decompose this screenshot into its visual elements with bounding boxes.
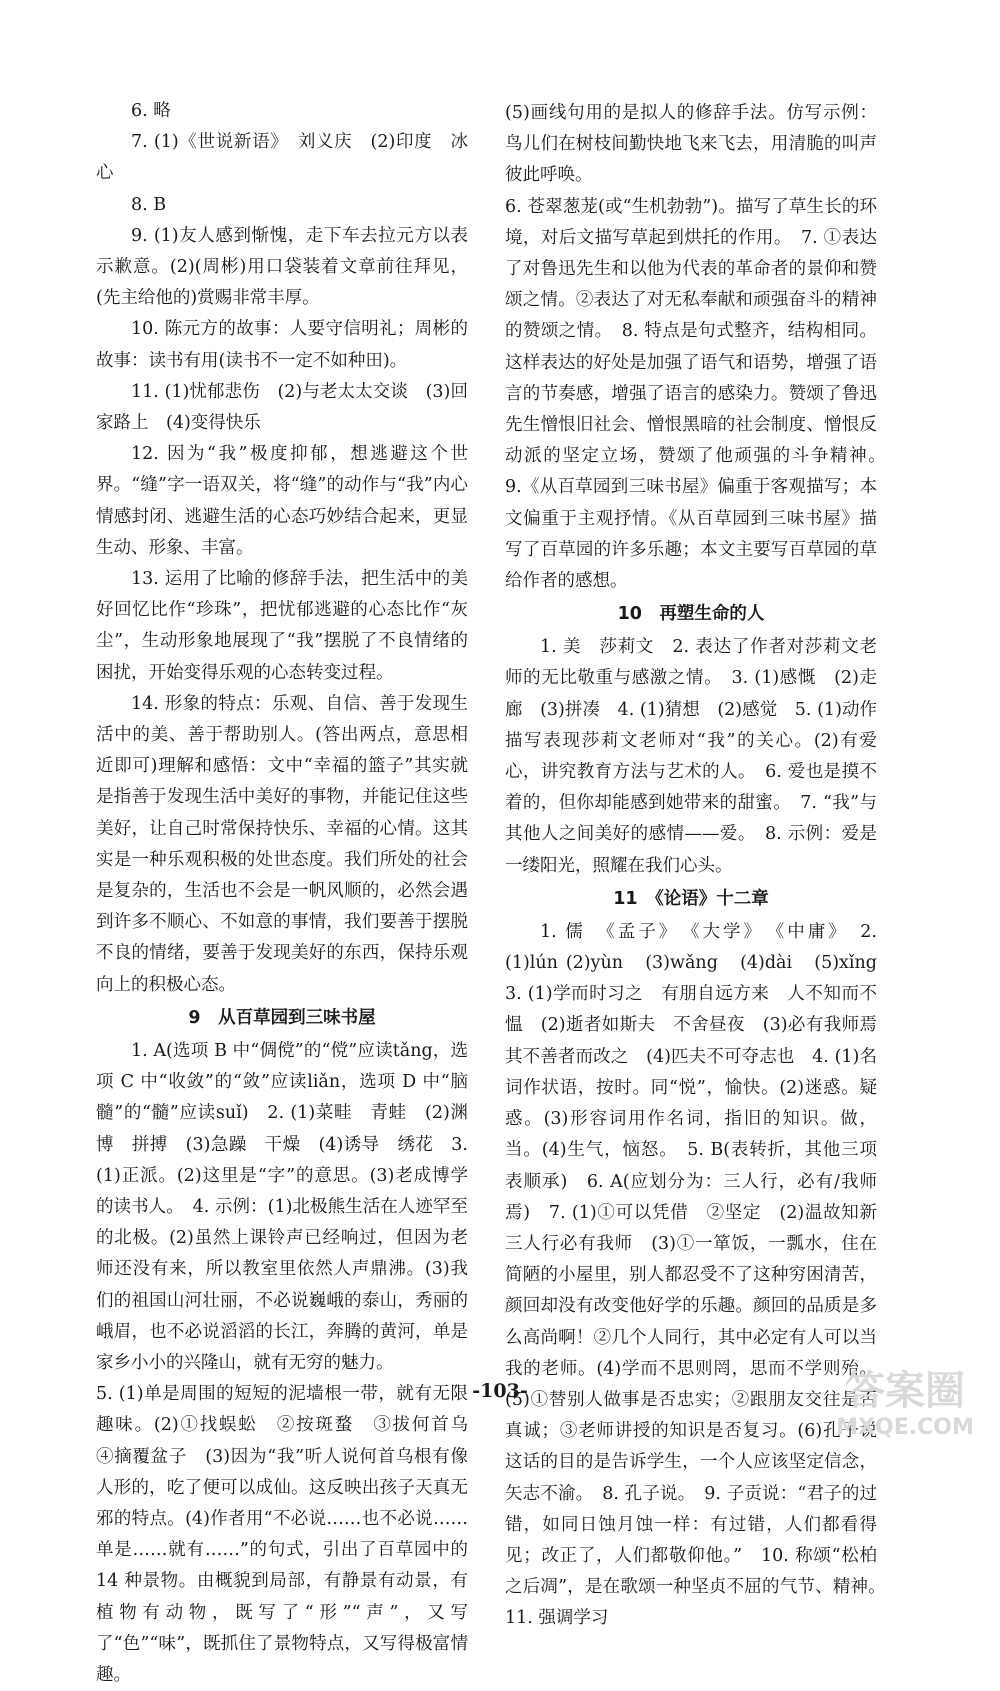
answer-paragraph: 10. 陈元方的故事：人要守信明礼；周彬的故事：读书有用(读书不一定不如种田)。 — [96, 319, 468, 371]
section-heading: 9 从百草园到三味书屋 — [188, 1007, 376, 1028]
left-column — [96, 96, 486, 1691]
answer-paragraph: 12. 因为“我”极度抑郁，想逃避这个世界。“缝”字一语双关，将“缝”的动作与“我”内心情感封闭、逃避生活的心态巧妙结合起来，更显生动、形象、丰富。 — [96, 444, 468, 558]
answer-paragraph: 13. 运用了比喻的修辞手法，把生活中的美好回忆比作“珍珠”，把忧郁逃避的心态比作“灰尘”，生动形象地展现了“我”摆脱了不良情绪的困扰，开始变得乐观的心态转变过程。 — [96, 569, 468, 683]
answer-paragraph: 5. (1)单是周围的短短的泥墙根一带，就有无限趣味。(2)①找蜈蚣 ②按斑蝥 ③拔何首乌 ④摘覆盆子 (3)因为“我”听人说何首乌根有像人形的，吃了便可以成仙。这反映出孩子天真无邪的特点。(4)作者用“不必说……也不必说……单是……就有……”的句式，引出了百草园中的 14 种景物。由概貌到局部，有静景有动景，有植物有动物，既写了“形”“声”，又写了“色”“味”，既抓住了景物特点，又写得极富情趣。 — [96, 1384, 486, 1685]
answer-paragraph: 9. (1)友人感到惭愧，走下车去拉元方以表示歉意。(2)(周彬)用口袋装着文章前往拜见，(先主给他的)赏赐非常丰厚。 — [96, 225, 468, 309]
answer-paragraph: 1. A(选项 B 中“倜傥”的“傥”应读tǎng，选项 C 中“收敛”的“敛”应读liǎn，选项 D 中“脑髓”的“髓”应读suǐ) 2. (1)菜畦 青蛙 (2)渊博 拼搏 (3)急躁 干燥 (4)诱导 绣花 3. (1)正派。(2)这里是“字”的意思。(3)老成博学的读书人。 4. 示例：(1)北极熊生活在人迹罕至的北极。(2)虽然上课铃声已经响过，但因为老师还没有来，所以教室里依然人声鼎沸。(3)我们的祖国山河壮丽，不必说巍峨的泰山，秀丽的峨眉，也不必说滔滔的长江，奔腾的黄河，单是家乡小小的兴隆山，就有无穷的魅力。 — [96, 1040, 468, 1373]
section-heading: 10 再塑生命的人 — [617, 604, 765, 625]
answer-paragraph: 7. (1)《世说新语》 刘义庆 (2)印度 冰心 — [96, 132, 468, 184]
page-number: -103- — [472, 1380, 528, 1402]
answer-paragraph: 6. 略 — [131, 101, 171, 121]
watermark-title: 答案圈 — [845, 1368, 965, 1414]
answer-paragraph: (5)画线句用的是拟人的修辞手法。仿写示例：鸟儿们在树枝间勤快地飞来飞去，用清脆的叫声彼此呼唤。 — [505, 103, 877, 186]
answer-paragraph: 14. 形象的特点：乐观、自信、善于发现生活中的美、善于帮助别人。(答出两点，意思相近即可)理解和感悟：文中“幸福的篮子”其实就是指善于发现生活中美好的事物，并能记住这些美好，让自己时常保持快乐、幸福的心情。这其实是一种乐观积极的处世态度。我们所处的社会是复杂的，生活也不会是一帆风顺的，必然会遇到许多不顺心、不如意的事情，我们要善于摆脱不良的情绪，要善于发现美好的东西，保持乐观向上的积极心态。 — [96, 693, 468, 995]
answer-paragraph: 8. B — [131, 194, 167, 215]
answer-paragraph: 11. (1)忧郁悲伤 (2)与老太太交谈 (3)回家路上 (4)变得快乐 — [96, 381, 468, 434]
watermark-logo — [820, 1360, 990, 1440]
section-heading: 11 《论语》十二章 — [613, 888, 769, 909]
watermark-url: MXQE.COM — [836, 1415, 974, 1440]
answer-paragraph: 6. 苍翠葱茏(或“生机勃勃”)。描写了草生长的环境，对后文描写草起到烘托的作用。 7. ①表达了对鲁迅先生和以他为代表的革命者的景仰和赞颂之情。②表达了对无私奉献和顽强奋斗的精神的赞颂之情。 8. 特点是句式整齐，结构相同。这样表达的好处是加强了语气和语势，增强了语言的节奏感，增强了语言的感染力。赞颂了鲁迅先生憎恨旧社会、憎恨黑暗的社会制度、憎恨反动派的坚定立场，赞颂了他顽强的斗争精神。 9.《从百草园到三味书屋》偏重于客观描写；本文偏重于主观抒情。《从百草园到三味书屋》描写了百草园的许多乐趣；本文主要写百草园的草给作者的感想。 — [505, 196, 895, 592]
answer-paragraph: 1. 儒 《孟子》 《大学》 《中庸》 2. (1)lún (2)yùn (3)wǎng (4)dài (5)xǐng 3. (1)学而时习之 有朋自远方来 人不知而不愠 (2)逝者如斯夫 不舍昼夜 (3)必有我师焉 其不善者而改之 (4)匹夫不可夺志也 4. (1)名词作状语，按时。同“悦”，愉快。(2)迷惑。疑惑。(3)形容词用作名词，指旧的知识。做，当。(4)生气，恼怒。 5. B(表转折，其他三项表顺承) 6. A(应划分为：三人行，必有/我师焉) 7. (1)①可以凭借 ②坚定 (2)温故知新 三人行必有我师 (3)①一箪饭，一瓢水，住在简陋的小屋里，别人都忍受不了这种穷困清苦，颜回却没有改变他好学的乐趣。颜回的品质是多么高尚啊！②几个人同行，其中必定有人可以当我的老师。(4)学而不思则罔，思而不学则殆。(5)①替别人做事是否忠实；②跟朋友交往是否真诚；③老师讲授的知识是否复习。(6)孔子说这话的目的是告诉学生，一个人应该坚定信念，矢志不渝。 8. 孔子说。 9. 子贡说：“君子的过错，如同日蚀月蚀一样：有过错，人们都看得见；改正了，人们都敬仰他。” 10. 称颂“松柏之后凋”，是在歌颂一种坚贞不屈的气节、精神。 11. 强调学习 — [505, 921, 895, 1629]
answer-paragraph: 1. 美 莎莉文 2. 表达了作者对莎莉文老师的无比敬重与感激之情。 3. (1)感慨 (2)走廊 (3)拼凑 4. (1)猜想 (2)感觉 5. (1)动作描写表现莎莉文老师对“我”的关心。(2)有爱心，讲究教育方法与艺术的人。 6. 爱也是摸不着的，但你却能感到她带来的甜蜜。 7. “我”与其他人之间美好的感情——爱。 8. 示例：爱是一缕阳光，照耀在我们心头。 — [505, 637, 877, 876]
